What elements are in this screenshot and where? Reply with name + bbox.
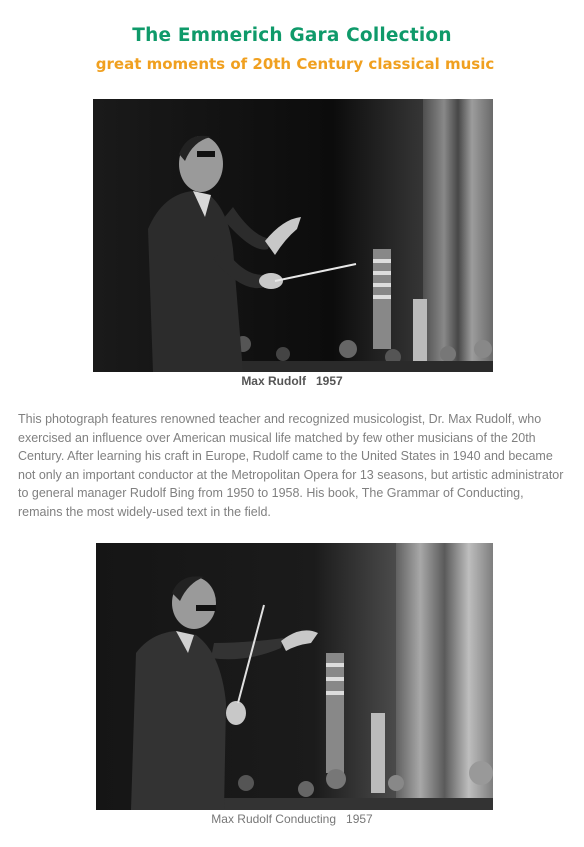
conductor-photo-1 bbox=[93, 99, 493, 372]
description-paragraph: This photograph features renowned teacher and recognized musicologist, Dr. Max Rudolf, who exercised an influence over American musical life matched by few other musicians of the 20th Century. After learning his craft in Europe, Rudolf came to the United States in 1940 and became not only an important conductor at the Metropolitan Opera for 13 seasons, but artistic administrator to general manager Rudolf Bing from 1950 to 1958. His book, The Grammar of Conducting, remains the most widely-used text in the field. bbox=[18, 412, 564, 519]
page-subtitle: great moments of 20th Century classical music bbox=[95, 55, 495, 73]
photo-caption-1: Max Rudolf 1957 bbox=[241, 374, 343, 388]
conductor-photo-2 bbox=[96, 543, 493, 810]
photo-caption-2: Max Rudolf Conducting 1957 bbox=[211, 812, 373, 826]
page-title: The Emmerich Gara Collection bbox=[132, 25, 452, 46]
